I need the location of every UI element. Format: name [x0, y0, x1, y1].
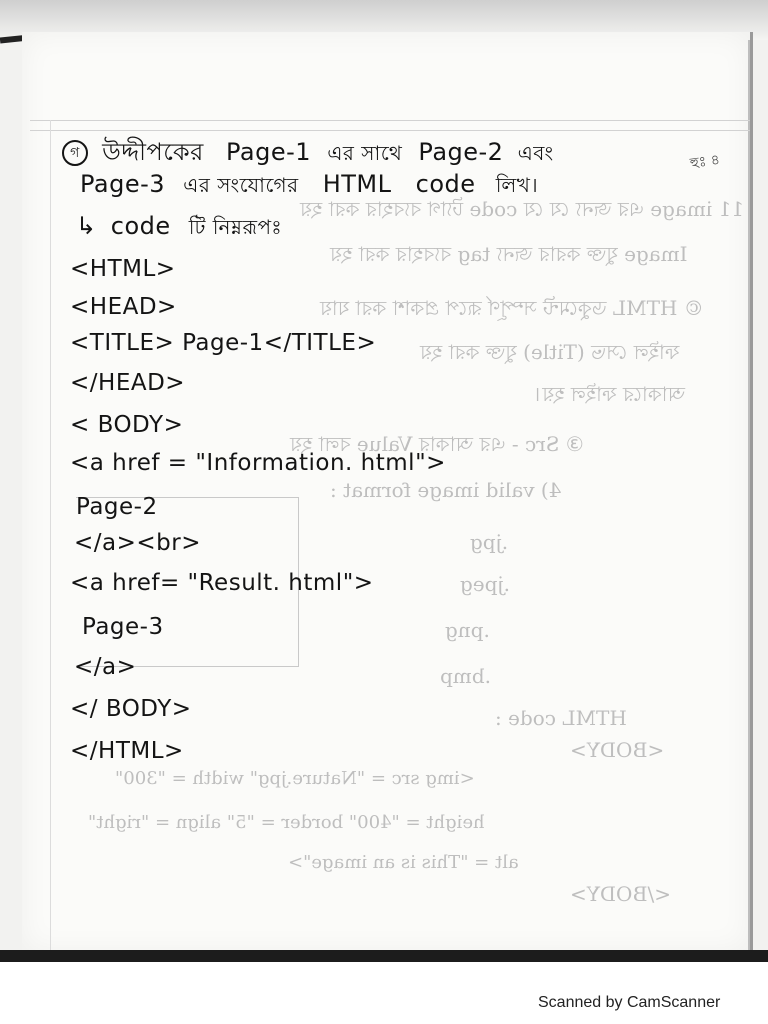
bleed-text: Image যুক্ত করার জন্য tag ব্যবহার করা হয় — [330, 242, 688, 266]
code-line: <HTML> — [70, 256, 176, 282]
code-line: </a><br> — [74, 530, 201, 556]
code-line: </ BODY> — [70, 696, 192, 722]
scanner-credit: Scanned by CamScanner — [538, 994, 721, 1011]
code-line: < BODY> — [70, 412, 184, 438]
question-bangla: উদ্দীপকের — [102, 138, 204, 166]
footer-area — [0, 962, 768, 1024]
code-line: Page-2 — [76, 494, 158, 520]
rule-line — [30, 130, 750, 131]
answer-intro-rest: টি নিম্নরূপঃ — [188, 215, 283, 239]
code-line: <TITLE> Page-1</TITLE> — [70, 330, 377, 356]
bleed-text: 11 image এর জন্য যে যে code ট্যাগ ব্যবহার করা হয় — [300, 197, 745, 221]
answer-intro — [76, 212, 282, 246]
question-html: HTML — [322, 170, 392, 198]
question-write: লিখ। — [495, 173, 539, 197]
code-line: </HEAD> — [70, 370, 186, 396]
bleed-text: .bmp — [440, 664, 491, 688]
code-line: Page-3 — [82, 614, 164, 640]
bleed-text: height = "400" border = "5" align = "right" — [88, 812, 485, 833]
code-line: <a href= "Result. html"> — [70, 570, 374, 596]
bleed-text: ফাইল সেভ (Title) যুক্ত করা হয় — [420, 340, 680, 364]
question-line-2 — [80, 170, 538, 204]
page-edge — [748, 40, 750, 950]
bleed-text: alt = "This is an image"> — [288, 852, 519, 873]
arrow-icon: ↳ — [76, 212, 97, 240]
bleed-text: .jpeg — [460, 572, 510, 596]
bleed-text: </BODY> — [570, 882, 671, 906]
bleed-text: .jpg — [470, 530, 509, 554]
question-connect: এর সংযোগের — [183, 173, 299, 197]
bleed-text: আকারে ফাইল হয়। — [535, 382, 686, 406]
code-line: </HTML> — [70, 738, 184, 764]
answer-code-word: code — [110, 212, 171, 240]
bleed-text: © HTML ডকুমেন্ট সম্পূর্ণ রূপে প্রকাশ করা যায় — [320, 296, 704, 320]
question-page3: Page-3 — [80, 170, 166, 198]
code-line: <a href = "Information. html"> — [70, 450, 446, 476]
question-and: এবং — [517, 141, 554, 165]
bleed-text: <img src = "Nature.jpg" width = "300" — [115, 768, 475, 789]
question-page2: Page-2 — [418, 138, 504, 166]
bleed-text: 4) valid image format : — [330, 478, 562, 502]
code-line: </a> — [74, 654, 137, 680]
bleed-text: <BODY> — [570, 738, 665, 762]
question-code: code — [415, 170, 476, 198]
scan-edge — [0, 950, 768, 962]
question-page1: Page-1 — [226, 138, 312, 166]
margin-line — [50, 120, 51, 950]
question-mid: এর সাথে — [327, 141, 403, 165]
code-line: <HEAD> — [70, 294, 177, 320]
question-number: গ — [62, 140, 88, 166]
side-note: হুঃ ৪ — [689, 151, 721, 173]
bleed-text: ③ Src - এর আকার Value বলা হয় — [290, 432, 584, 456]
rule-line — [30, 120, 750, 121]
question-line-1 — [62, 134, 554, 174]
bleed-text: .png — [445, 618, 490, 642]
bleed-text: HTML code : — [495, 706, 627, 730]
